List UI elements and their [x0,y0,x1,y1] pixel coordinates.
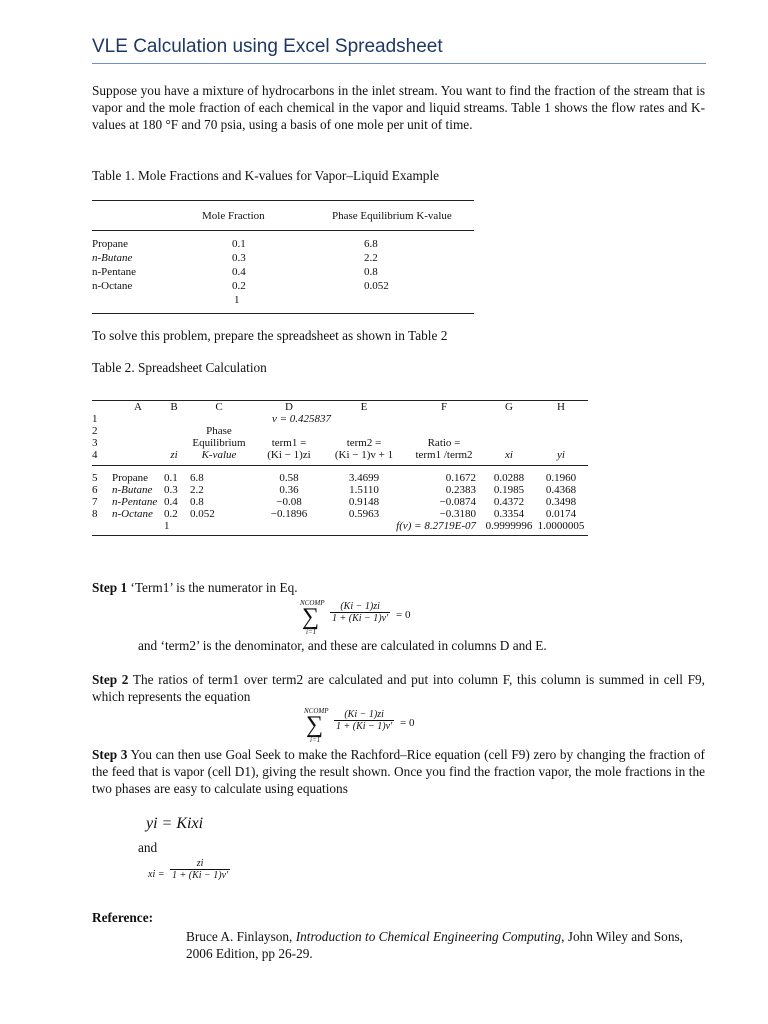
intro-paragraph: Suppose you have a mixture of hydrocarbons in the inlet stream. You want to find the fraction of the stream that is vapor and the mole fraction of each chemical in the vapor and liquid streams. Table 1 shows the flow rates and K-values at 180 °F and 70 psia, using a basis of one mole per unit of time. [92,83,705,132]
column-letters: A B C D E F G H [134,401,565,413]
step2-text: The ratios of term1 over term2 are calculated and put into column F, this column is summed in cell F9, which represents the equation [92,672,705,704]
and-text: and [138,840,158,855]
table-row-total: 1 f(v) = 8.2719E-07 0.9999996 1.0000005 [164,519,585,532]
step2-label: Step 2 [92,672,129,687]
table-row: 6 n-Butane 0.3 2.2 0.36 1.5110 0.2383 0.1985 0.4368 [92,483,577,496]
step3 [92,746,705,797]
table1-header-kvalue: Phase Equilibrium K-value [332,207,474,231]
v-value: v = 0.425837 [272,413,332,425]
page-title: VLE Calculation using Excel Spreadsheet [92,36,443,57]
step1 [92,579,705,596]
equation-rachford-rice-2: NCOMP ∑ i=1 $\frac{(Ki - 1)zi}{1 + (Ki - 1)v'}$ = 0 [304,707,415,744]
equation-rachford-rice-1: NCOMP ∑ i=1 $\frac{(Ki - 1)zi}{1 + (Ki - 1)v'}$ = 0 [300,599,411,636]
reference-author: Bruce A. Finlayson, [186,929,293,944]
title-divider [92,63,706,64]
table1-header-mole-fraction: Mole Fraction [202,207,332,231]
step3-label: Step 3 [92,747,128,762]
table2-caption: Table 2. Spreadsheet Calculation [92,360,267,375]
equation-y: yi = Kixi [146,815,204,832]
step1-label: Step 1 [92,580,128,595]
equation-x: xi = $\frac{zi}{1 + (Ki - 1)v'}$ [148,858,229,881]
table-row: 7 n-Pentane 0.4 0.8 −0.08 0.9148 −0.0874 0.4372 0.3498 [92,495,577,508]
table-row-total: 1 [234,294,240,306]
table-row: n-Octane 0.2 0.052 [92,280,389,292]
table-row: 5 Propane 0.1 6.8 0.58 3.4699 0.1672 0.0288 0.1960 [92,471,577,484]
fv-value: f(v) = 8.2719E-07 [396,519,476,532]
table-row: n-Pentane 0.4 0.8 [92,266,378,278]
reference-citation [186,928,706,962]
reference-label: Reference: [92,910,154,925]
reference-rest: , John Wiley and Sons, 2006 Edition, pp 26-29. [186,929,683,961]
step2 [92,671,705,705]
step3-text: You can then use Goal Seek to make the Rachford–Rice equation (cell F9) zero by changing the fraction of the feed that is vapor (cell D1), giving the result shown. Once you find the fraction vapor, the mole fractions in the two phases are easy to calculate using equations [92,747,705,796]
step1-after: and ‘term2’ is the denominator, and these are calculated in columns D and E. [138,638,547,653]
table1 [92,200,474,314]
step1-text: ‘Term1’ is the numerator in Eq. [130,580,298,595]
table1-caption: Table 1. Mole Fractions and K-values for Vapor–Liquid Example [92,168,440,183]
reference-book: Introduction to Chemical Engineering Computing [295,929,562,944]
table2: A B C D E F G H 1 v = 0.425837 2 Phase 3 Equilibrium term1 = term2 = Ratio = 4 zi K-value (Ki − 1)zi (Ki − 1)v + 1 term1 /term2 xi yi 5 Propane 0.1 6.8 0.58 3.4699 0.1672 0.0288 0.1960 6 n-Butane 0.3 2.2 0.36 1.5110 0.2383 0.1985 0.4368 7 n-Pentane 0.4 0.8 −0.08 0.9148 −0.0874 0.4372 0.3498 8 n-Octane 0.2 0.052 −0.1896 0.5963 −0.3180 0.3354 0.0174 1 f(v) = 8.2719E-07 0.9999996 1.0000005 [92,400,588,536]
solve-text: To solve this problem, prepare the spreadsheet as shown in Table 2 [92,328,448,343]
table-row: Propane 0.1 6.8 [92,238,378,250]
table-row: 8 n-Octane 0.2 0.052 −0.1896 0.5963 −0.3180 0.3354 0.0174 [92,507,577,520]
table-row: n-Butane 0.3 2.2 [92,252,378,264]
